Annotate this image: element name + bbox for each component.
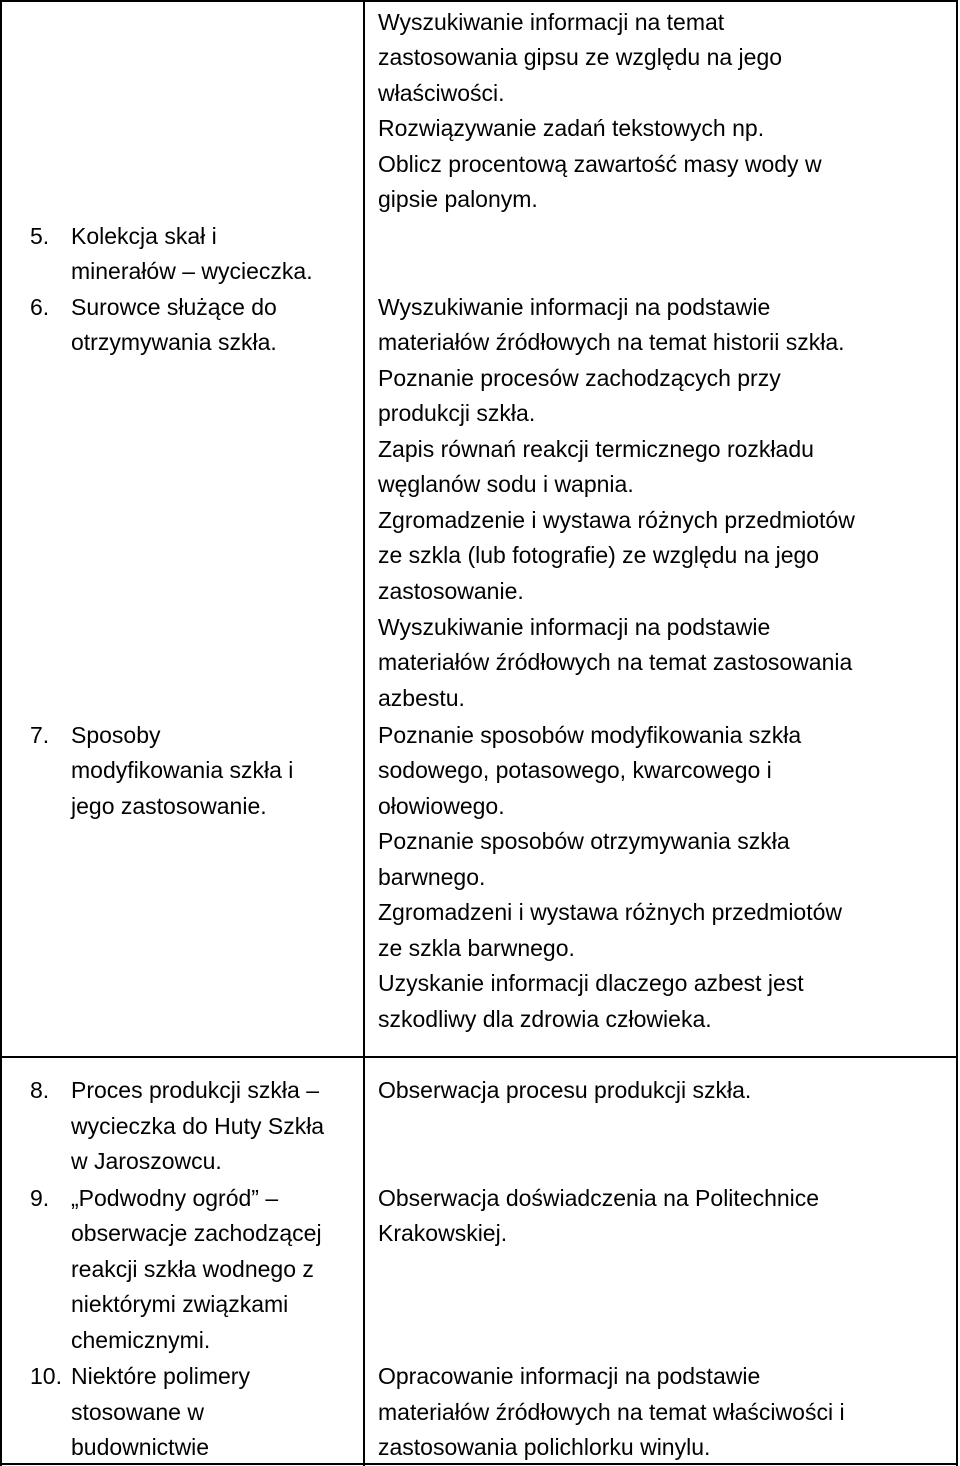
topic-line: minerałów – wycieczka. (71, 258, 313, 284)
activity-line: Oblicz procentową zawartość masy wody w (378, 151, 822, 177)
list-number: 6. (30, 294, 50, 320)
topic-line: Proces produkcji szkła – (71, 1077, 319, 1103)
activity-line: Uzyskanie informacji dlaczego azbest jest (378, 970, 804, 996)
topic-line: Sposoby (71, 722, 161, 748)
topic-line: stosowane w (71, 1399, 204, 1425)
table-column-divider (363, 0, 365, 1466)
activity-line: Poznanie procesów zachodzących przy (378, 365, 781, 391)
activity-line: Poznanie sposobów modyfikowania szkła (378, 722, 802, 748)
topic-line: modyfikowania szkła i (71, 757, 294, 783)
topic-line: otrzymywania szkła. (71, 329, 277, 355)
topic-line: Kolekcja skał i (71, 223, 217, 249)
table-border-right (956, 0, 958, 1466)
activity-line: ze szkla barwnego. (378, 935, 575, 961)
activity-line: ołowiowego. (378, 793, 505, 819)
table-row-divider-1 (0, 1056, 958, 1058)
activity-line: szkodliwy dla zdrowia człowieka. (378, 1006, 712, 1032)
topic-line: Niektóre polimery (71, 1363, 250, 1389)
activity-line: Opracowanie informacji na podstawie (378, 1363, 761, 1389)
activity-line: Wyszukiwanie informacji na podstawie (378, 294, 771, 320)
activity-line: barwnego. (378, 864, 486, 890)
activity-line: azbestu. (378, 685, 465, 711)
activity-line: właściwości. (378, 80, 505, 106)
topic-line: chemicznymi. (71, 1327, 211, 1353)
activity-line: Poznanie sposobów otrzymywania szkła (378, 828, 790, 854)
activity-line: węglanów sodu i wapnia. (378, 471, 634, 497)
list-number: 9. (30, 1185, 50, 1211)
list-number: 10. (30, 1363, 62, 1389)
activity-line: Zapis równań reakcji termicznego rozkładu (378, 436, 814, 462)
activity-line: zastosowanie. (378, 578, 524, 604)
activity-line: Rozwiązywanie zadań tekstowych np. (378, 115, 765, 141)
activity-line: Obserwacja doświadczenia na Politechnice (378, 1185, 820, 1211)
table-border-left (0, 0, 2, 1466)
activity-line: zastosowania gipsu ze względu na jego (378, 44, 783, 70)
topic-line: wycieczka do Huty Szkła (71, 1113, 325, 1139)
activity-line: Zgromadzeni i wystawa różnych przedmiotów (378, 899, 843, 925)
topic-line: reakcji szkła wodnego z (71, 1256, 314, 1282)
topic-line: jego zastosowanie. (71, 793, 267, 819)
activity-line: Obserwacja procesu produkcji szkła. (378, 1077, 752, 1103)
topic-line: w Jaroszowcu. (71, 1148, 222, 1174)
topic-line: niektórymi związkami (71, 1291, 289, 1317)
activity-line: ze szkla (lub fotografie) ze względu na jego (378, 542, 820, 568)
topic-line: obserwacje zachodzącej (71, 1220, 322, 1246)
list-number: 8. (30, 1077, 50, 1103)
list-number: 7. (30, 722, 50, 748)
activity-line: materiałów źródłowych na temat historii szkła. (378, 329, 845, 355)
topic-line: „Podwodny ogród” – (71, 1185, 279, 1211)
activity-line: Krakowskiej. (378, 1220, 508, 1246)
activity-line: zastosowania polichlorku winylu. (378, 1434, 711, 1460)
activity-line: Zgromadzenie i wystawa różnych przedmiotów (378, 507, 855, 533)
activity-line: produkcji szkła. (378, 400, 536, 426)
activity-line: Wyszukiwanie informacji na podstawie (378, 614, 771, 640)
activity-line: Wyszukiwanie informacji na temat (378, 9, 725, 35)
topic-line: Surowce służące do (71, 294, 277, 320)
activity-line: sodowego, potasowego, kwarcowego i (378, 757, 772, 783)
topic-line: budownictwie (71, 1434, 210, 1460)
activity-line: materiałów źródłowych na temat zastosowania (378, 649, 853, 675)
list-number: 5. (30, 223, 50, 249)
activity-line: materiałów źródłowych na temat właściwości i (378, 1399, 845, 1425)
activity-line: gipsie palonym. (378, 186, 538, 212)
table-border-top (0, 0, 958, 2)
